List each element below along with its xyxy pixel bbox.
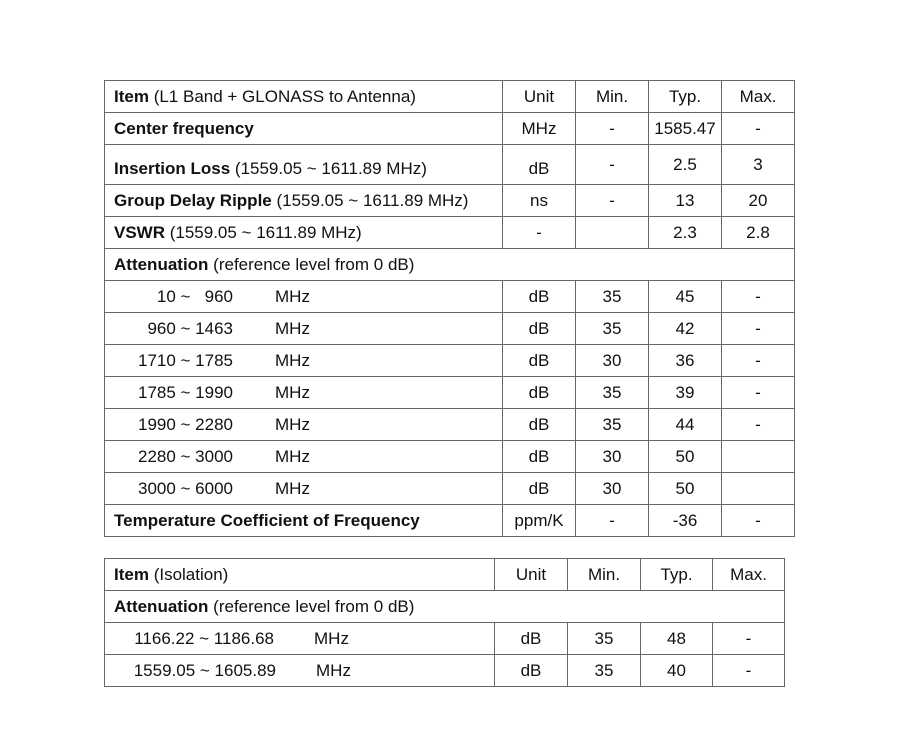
table-row [105,217,795,249]
row-unit: dB [495,655,568,687]
row-unit: - [503,217,576,249]
row-typ: 2.5 [649,145,722,185]
row-max: - [722,313,795,345]
attenuation-range: 1710 ~ 1785 MHz [105,345,503,377]
table-row [105,113,795,145]
row-max: - [722,281,795,313]
row-item: VSWR (1559.05 ~ 1611.89 MHz) [105,217,503,249]
attenuation-range: 3000 ~ 6000 MHz [105,473,503,505]
row-typ: 13 [649,185,722,217]
attenuation-row [105,377,795,409]
row-typ: 39 [649,377,722,409]
header-min: Min. [576,81,649,113]
row-typ: 50 [649,441,722,473]
row-min [576,217,649,249]
table-header-row [105,559,785,591]
row-max [722,441,795,473]
row-unit: dB [503,145,576,185]
header-max: Max. [713,559,785,591]
attenuation-row [105,345,795,377]
row-typ: 50 [649,473,722,505]
row-typ: 45 [649,281,722,313]
row-min: 35 [568,655,641,687]
attenuation-range: 2280 ~ 3000 MHz [105,441,503,473]
row-unit: dB [495,623,568,655]
attenuation-heading: Attenuation (reference level from 0 dB) [105,249,795,281]
header-unit: Unit [503,81,576,113]
row-min: 30 [576,441,649,473]
row-max: - [722,113,795,145]
row-max: - [722,377,795,409]
row-max: 2.8 [722,217,795,249]
header-item: Item (L1 Band + GLONASS to Antenna) [105,81,503,113]
row-typ: 44 [649,409,722,441]
row-min: 35 [576,281,649,313]
row-max: 20 [722,185,795,217]
row-unit: ppm/K [503,505,576,537]
row-unit: dB [503,473,576,505]
row-max: - [713,655,785,687]
row-item: Group Delay Ripple (1559.05 ~ 1611.89 MHz) [105,185,503,217]
attenuation-heading-row [105,591,785,623]
attenuation-range: 1785 ~ 1990 MHz [105,377,503,409]
attenuation-row [105,281,795,313]
row-max: - [722,345,795,377]
header-typ: Typ. [649,81,722,113]
row-max [722,473,795,505]
row-item: Insertion Loss (1559.05 ~ 1611.89 MHz) [105,145,503,185]
row-unit: dB [503,345,576,377]
row-min: 35 [576,409,649,441]
attenuation-range: 1559.05 ~ 1605.89 MHz [105,655,495,687]
row-unit: dB [503,313,576,345]
row-max: 3 [722,145,795,185]
header-item: Item (Isolation) [105,559,495,591]
attenuation-range: 1990 ~ 2280 MHz [105,409,503,441]
row-typ: 1585.47 [649,113,722,145]
row-typ: 40 [641,655,713,687]
header-min: Min. [568,559,641,591]
row-item: Temperature Coefficient of Frequency [105,505,503,537]
row-unit: dB [503,281,576,313]
attenuation-heading: Attenuation (reference level from 0 dB) [105,591,785,623]
attenuation-heading-row [105,249,795,281]
row-typ: -36 [649,505,722,537]
row-min: 35 [576,377,649,409]
header-unit: Unit [495,559,568,591]
row-typ: 42 [649,313,722,345]
table-row [105,185,795,217]
attenuation-row [105,313,795,345]
row-min: 35 [568,623,641,655]
row-unit: MHz [503,113,576,145]
row-min: - [576,185,649,217]
attenuation-row [105,655,785,687]
row-unit: dB [503,441,576,473]
table-row [105,145,795,185]
row-min: 35 [576,313,649,345]
header-max: Max. [722,81,795,113]
header-typ: Typ. [641,559,713,591]
row-item: Center frequency [105,113,503,145]
specification-table-isolation [104,558,785,687]
temperature-coefficient-row [105,505,795,537]
row-unit: ns [503,185,576,217]
row-max: - [722,505,795,537]
row-min: - [576,145,649,185]
row-min: - [576,505,649,537]
attenuation-range: 10 ~ 960 MHz [105,281,503,313]
specification-table-l1-glonass [104,80,795,537]
attenuation-row [105,409,795,441]
row-min: 30 [576,345,649,377]
row-unit: dB [503,409,576,441]
row-max: - [713,623,785,655]
attenuation-row [105,441,795,473]
attenuation-row [105,623,785,655]
row-max: - [722,409,795,441]
row-typ: 36 [649,345,722,377]
row-typ: 2.3 [649,217,722,249]
attenuation-range: 1166.22 ~ 1186.68 MHz [105,623,495,655]
row-typ: 48 [641,623,713,655]
attenuation-range: 960 ~ 1463 MHz [105,313,503,345]
row-unit: dB [503,377,576,409]
table-header-row [105,81,795,113]
row-min: 30 [576,473,649,505]
attenuation-row [105,473,795,505]
row-min: - [576,113,649,145]
